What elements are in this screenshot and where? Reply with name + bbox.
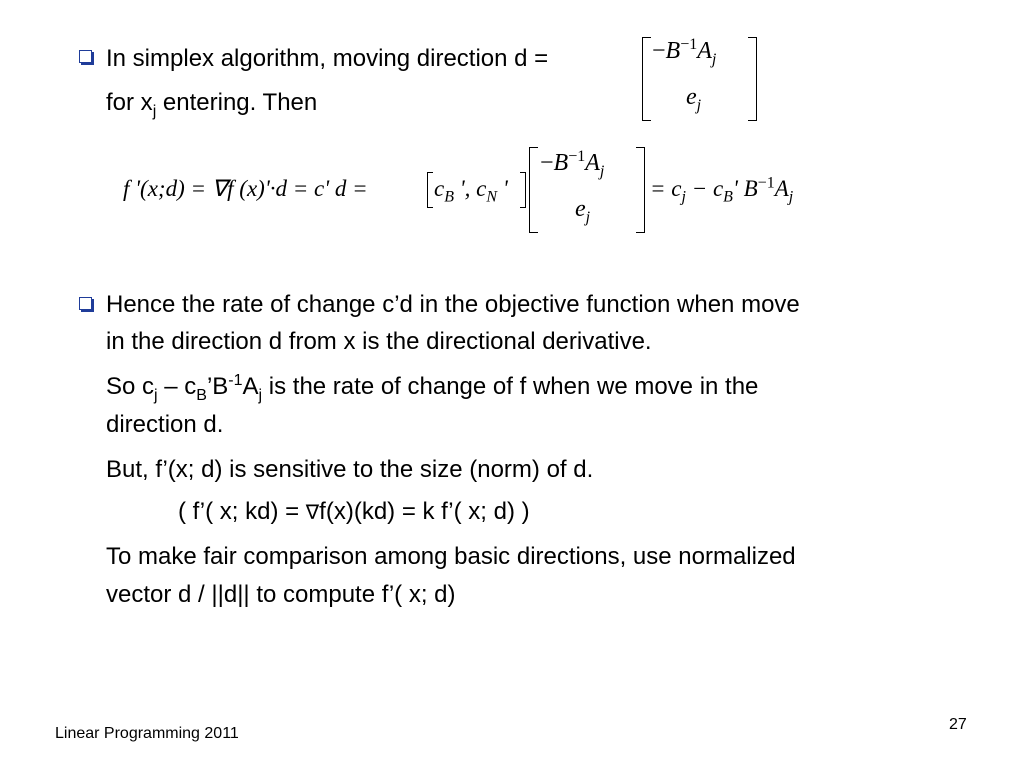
so-5: is the rate of change of f when we move in the (262, 373, 759, 400)
matrix-d-A: A (697, 38, 712, 64)
page-number: 27 (949, 716, 967, 733)
rhs-A: A (774, 176, 789, 201)
so-exp: -1 (228, 372, 243, 389)
eq-matrix-top (540, 148, 605, 180)
eq-matrix-Asub: j (599, 162, 605, 180)
so-4: A (242, 373, 259, 400)
matrix-d-right-bracket (748, 37, 757, 121)
nabla-symbol: ∇ (305, 500, 320, 524)
bullet1-line1: In simplex algorithm, moving direction d = (106, 45, 549, 72)
line2-pre: for x (106, 89, 153, 116)
bullet2-line2: in the direction d from x is the directional derivative. (106, 328, 652, 355)
bullet-square-icon (79, 297, 92, 310)
equation-lhs: f '(x;d) = ∇f (x)'·d = c' d = (123, 176, 368, 201)
rhs-exp: −1 (757, 174, 775, 192)
matrix-d-minus: − (652, 38, 666, 64)
so-j2: j (258, 386, 263, 404)
eq-matrix-B: B (553, 150, 569, 176)
rowvec-N: N (486, 188, 498, 206)
matrix-d-e: e (686, 84, 697, 110)
rowvec-content (434, 176, 508, 206)
eq-matrix-minus: − (540, 150, 554, 176)
but-line: But, f’(x; d) is sensitive to the size (norm) of d. (106, 456, 594, 483)
matrix-d-bottom (686, 84, 702, 114)
matrix-d-Asub: j (711, 50, 717, 68)
rhs-j: j (681, 188, 686, 206)
eq-matrix-e: e (575, 196, 586, 222)
eq-matrix-exp: −1 (568, 148, 586, 165)
rhs-Aj: j (788, 188, 794, 206)
so-line2: direction d. (106, 411, 224, 438)
rhs-minus: − c (685, 176, 724, 201)
fair-line2: vector d / ||d|| to compute f’( x; d) (106, 581, 456, 608)
bullet2-line1: Hence the rate of change c’d in the objective function when move (106, 291, 800, 318)
rowvec-tail: ' (497, 176, 508, 201)
eq-matrix-right-bracket (636, 147, 645, 233)
paren-1: ( f’( x; kd) = (178, 498, 306, 525)
matrix-d-left-bracket (642, 37, 651, 121)
paren-2: f(x)(kd) = k f’( x; d) ) (319, 498, 530, 525)
matrix-d-exp: −1 (680, 36, 698, 53)
eq-matrix-A: A (585, 150, 600, 176)
matrix-d-B: B (665, 38, 681, 64)
paren-line (178, 498, 530, 526)
equation-rhs (650, 174, 794, 206)
rowvec-B: B (444, 188, 454, 206)
so-2: – c (157, 373, 197, 400)
so-3: ’B (206, 373, 229, 400)
fair-line1: To make fair comparison among basic directions, use normalized (106, 543, 796, 570)
rowvec-right-bracket (520, 172, 526, 208)
so-1: So c (106, 373, 155, 400)
rhs-pre: = c (650, 176, 682, 201)
so-B: B (196, 386, 207, 404)
matrix-d-esub: j (696, 96, 702, 114)
so-j: j (154, 386, 158, 404)
footer-title: Linear Programming 2011 (55, 725, 239, 742)
line2-post: entering. Then (156, 89, 318, 116)
eq-matrix-esub: j (585, 208, 591, 226)
rowvec-left-bracket (427, 172, 433, 208)
so-line (106, 372, 759, 404)
bullet1-line2 (106, 89, 318, 120)
matrix-d-top (652, 36, 717, 68)
rowvec-c: c (434, 176, 445, 201)
rowvec-mid: ', c (454, 176, 487, 201)
eq-matrix-left-bracket (529, 147, 538, 233)
rhs-prime: ' B (732, 176, 758, 201)
rhs-B: B (723, 188, 733, 206)
line2-sub: j (152, 102, 157, 120)
bullet-square-icon (79, 50, 92, 63)
eq-matrix-bottom (575, 196, 591, 226)
